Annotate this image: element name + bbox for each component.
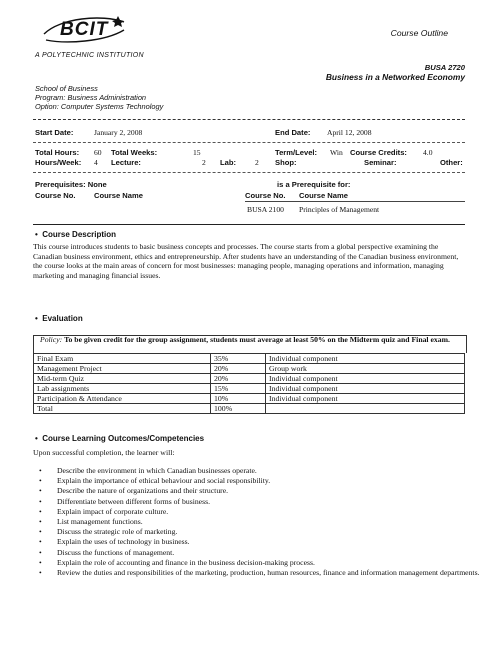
evaluation-row [34, 394, 465, 404]
outcomes-list [33, 466, 497, 578]
description-heading [35, 230, 116, 240]
evaluation-weight: 10% [211, 394, 266, 404]
prereq-for-col-course-no: Course No. [245, 191, 286, 200]
total-hours-label: Total Hours: [35, 148, 80, 157]
header-divider [33, 119, 465, 120]
lecture-label: Lecture: [111, 158, 141, 167]
institution-tagline: A POLYTECHNIC INSTITUTION [35, 52, 144, 59]
end-date-value: April 12, 2008 [327, 128, 372, 137]
course-credits-value: 4.0 [423, 148, 433, 157]
term-level-label: Term/Level: [275, 148, 318, 157]
course-credits-label: Course Credits: [350, 148, 407, 157]
description-body: This course introduces students to basic business concepts and processes. The course starts from a global perspective examining the Canadian business environment, ethics and entrepreneurship. After students have an understanding of the Canadian business environment, the course looks at the main areas of concern for most businesses: managing people, managing operations and information, managing marketing and managing financial issues. [33, 242, 459, 280]
hours-week-label: Hours/Week: [35, 158, 82, 167]
evaluation-note: Individual component [266, 374, 465, 384]
outcome-item: • Describe the nature of organizations and their structure. [57, 486, 497, 496]
term-level-value: Win [330, 148, 343, 157]
outcome-item: • Discuss the functions of management. [57, 548, 497, 558]
policy-text: To be given credit for the group assignment, students must average at least 50% on the Midterm quiz and Final exam. [64, 335, 450, 344]
prereq-col-course-name: Course Name [94, 191, 143, 200]
evaluation-heading-text: Evaluation [42, 314, 83, 323]
shop-label: Shop: [275, 158, 297, 167]
evaluation-weight: 35% [211, 354, 266, 364]
doc-label: Course Outline [390, 28, 448, 38]
prerequisites-label: Prerequisites: None [35, 180, 107, 189]
evaluation-row [34, 374, 465, 384]
other-label: Other: [440, 158, 463, 167]
start-date-value: January 2, 2008 [94, 128, 143, 137]
course-code: BUSA 2720 [424, 63, 465, 72]
evaluation-weight: 20% [211, 374, 266, 384]
evaluation-item: Participation & Attendance [34, 394, 211, 404]
seminar-label: Seminar: [364, 158, 397, 167]
evaluation-item: Management Project [34, 364, 211, 374]
prereq-col-course-no: Course No. [35, 191, 76, 200]
outcome-item: • Review the duties and responsibilities of the marketing, production, human resources, finance and information management departments. [57, 568, 497, 578]
heading-bullet: • [35, 314, 43, 323]
outcome-item: • Explain the importance of ethical behaviour and social responsibility. [57, 476, 497, 486]
evaluation-item: Lab assignments [34, 384, 211, 394]
program-name: Program: Business Administration [35, 93, 147, 102]
prereq-for-course-no: BUSA 2100 [247, 205, 284, 214]
total-weeks-label: Total Weeks: [111, 148, 158, 157]
info-bottom-rule [33, 224, 465, 225]
lab-value: 2 [255, 158, 259, 167]
evaluation-table [33, 353, 465, 414]
total-weeks-value: 15 [193, 148, 201, 157]
evaluation-note: Group work [266, 364, 465, 374]
outcomes-heading [35, 434, 204, 444]
course-title: Business in a Networked Economy [325, 72, 465, 82]
end-date-label: End Date: [275, 128, 311, 137]
evaluation-weight: 15% [211, 384, 266, 394]
evaluation-item: Mid-term Quiz [34, 374, 211, 384]
evaluation-note: Individual component [266, 384, 465, 394]
logo-wordmark: BCIT [60, 19, 109, 40]
evaluation-row [34, 404, 465, 414]
outcome-item: • Explain impact of corporate culture. [57, 507, 497, 517]
hours-week-value: 4 [94, 158, 98, 167]
outcome-item: • Differentiate between different forms of business. [57, 497, 497, 507]
evaluation-weight: 100% [211, 404, 266, 414]
school-name: School of Business [35, 84, 98, 93]
info-divider-1 [33, 142, 465, 143]
evaluation-row [34, 364, 465, 374]
evaluation-heading [35, 314, 83, 324]
lecture-value: 2 [202, 158, 206, 167]
evaluation-item: Final Exam [34, 354, 211, 364]
evaluation-note: Individual component [266, 394, 465, 404]
evaluation-item: Total [34, 404, 211, 414]
evaluation-row [34, 384, 465, 394]
option-name: Option: Computer Systems Technology [35, 102, 164, 111]
outcomes-intro: Upon successful completion, the learner will: [33, 448, 175, 457]
outcome-item: • Discuss the strategic role of marketing. [57, 527, 497, 537]
outcome-item: • Explain the role of accounting and finance in the business decision-making process. [57, 558, 497, 568]
outcome-item: • Explain the uses of technology in business. [57, 537, 497, 547]
heading-bullet: • [35, 434, 43, 443]
heading-bullet: • [35, 230, 43, 239]
outcome-item: • List management functions. [57, 517, 497, 527]
description-heading-text: Course Description [42, 230, 117, 239]
policy-label: Policy: [40, 335, 63, 344]
prereq-for-course-name: Principles of Management [299, 205, 380, 214]
is-prerequisite-label: is a Prerequisite for: [277, 180, 351, 189]
outcomes-heading-text: Course Learning Outcomes/Competencies [42, 434, 205, 443]
prereq-for-col-course-name: Course Name [299, 191, 348, 200]
lab-label: Lab: [220, 158, 237, 167]
evaluation-note [266, 404, 465, 414]
bcit-logo [40, 12, 128, 48]
evaluation-weight: 20% [211, 364, 266, 374]
prereq-for-underline [245, 201, 465, 202]
evaluation-note: Individual component [266, 354, 465, 364]
total-hours-value: 60 [94, 148, 102, 157]
evaluation-table-body [34, 354, 465, 414]
evaluation-policy-box [33, 335, 467, 353]
info-divider-2 [33, 172, 465, 173]
start-date-label: Start Date: [35, 128, 74, 137]
outcome-item: • Describe the environment in which Canadian businesses operate. [57, 466, 497, 476]
evaluation-row [34, 354, 465, 364]
